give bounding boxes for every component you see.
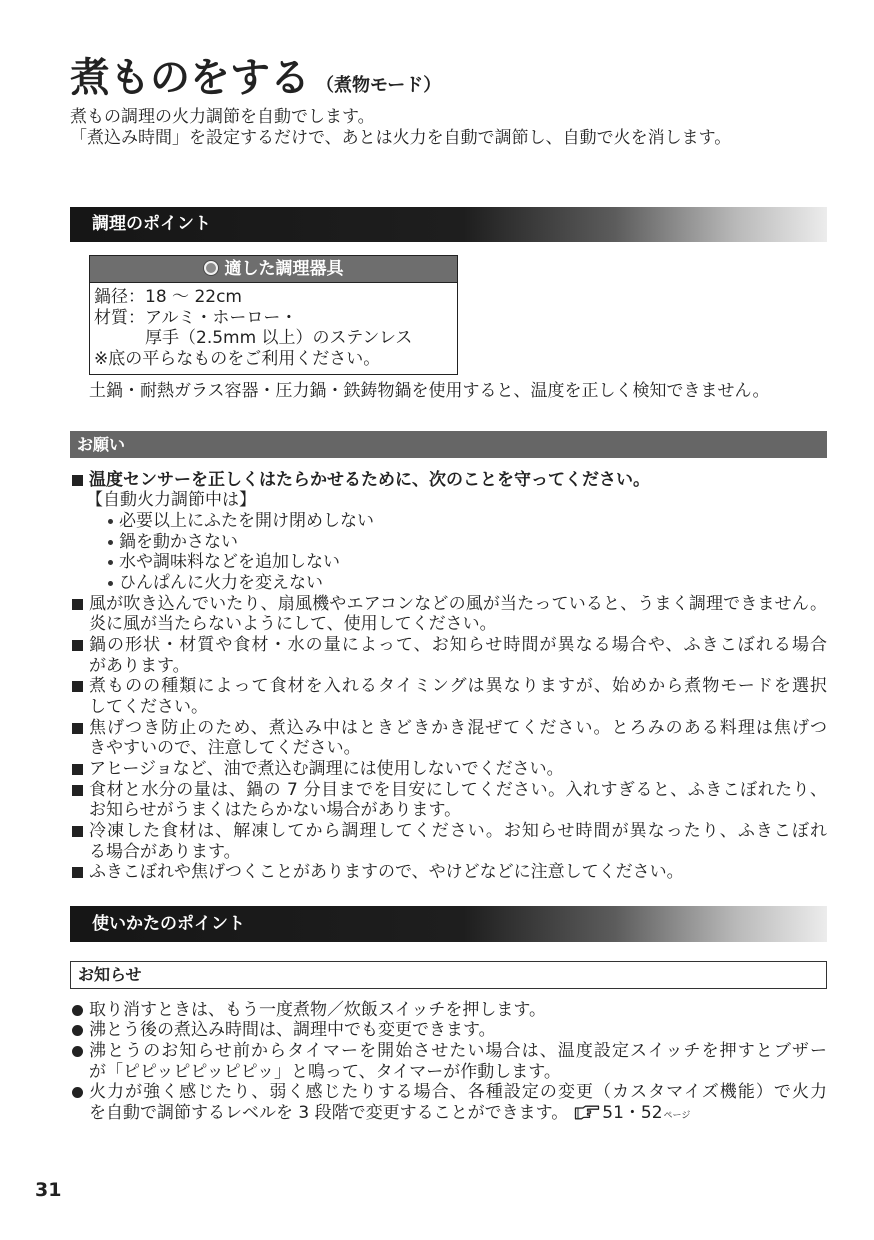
double-circle-icon — [204, 261, 218, 275]
page-title-main: 煮ものをする — [70, 55, 310, 101]
list-item-line: 火力が強く感じたり、弱く感じたりする場合、各種設定の変更（カスタマイズ機能）で火力 — [89, 1082, 827, 1103]
list-item — [70, 1082, 827, 1123]
list-item — [70, 470, 827, 491]
page-title-mode: （煮物モード） — [316, 75, 442, 96]
condition-item — [70, 573, 827, 594]
cookware-line: 厚手（2.5mm 以上）のステンレス — [145, 328, 413, 349]
list-item — [70, 718, 827, 759]
list-item-line: 焦げつき防止のため、煮込み中はときどきかき混ぜてください。とろみのある料理は焦げつ — [89, 717, 827, 738]
list-item-line: 取り消すときは、もう一度煮物／炊飯スイッチを押します。 — [89, 999, 546, 1020]
list-item-line: 冷凍した食材は、解凍してから調理してください。お知らせ時間が異なったり、ふきこぼれ — [89, 820, 827, 841]
list-item-line: があります。 — [89, 655, 190, 676]
list-item-line: 沸とう後の煮込み時間は、調理中でも変更できます。 — [89, 1020, 496, 1041]
list-item — [70, 759, 827, 780]
square-bullet-icon — [72, 867, 83, 878]
list-item-line: 風が吹き込んでいたり、扇風機やエアコンなどの風が当たっていると、うまく調理できません。 — [89, 593, 827, 614]
condition-text: 水や調味料などを追加しない — [119, 552, 340, 573]
sensor-instruction: 温度センサーを正しくはたらかせるために、次のことを守ってください。 — [89, 469, 650, 490]
list-item-line: 鍋の形状・材質や食材・水の量によって、お知らせ時間が異なる場合や、ふきこぼれる場合 — [89, 634, 827, 655]
condition-item — [70, 552, 827, 573]
small-dot-icon — [108, 540, 113, 545]
list-item-line: 煮ものの種類によって食材を入れるタイミングは異なりますが、始めから煮物モードを選択 — [89, 676, 827, 697]
intro-line: 「煮込み時間」を設定するだけで、あとは火力を自動で調節し、自動で火を消します。 — [70, 128, 732, 148]
condition-item — [70, 511, 827, 532]
page-title — [70, 54, 441, 102]
small-dot-icon — [108, 581, 113, 586]
intro-line: 煮もの調理の火力調節を自動でします。 — [70, 107, 375, 127]
list-item-line — [70, 1103, 827, 1124]
list-item-line: る場合があります。 — [89, 841, 241, 862]
list-item-line: お知らせがうまくはたらかない場合があります。 — [89, 800, 462, 821]
cookware-warning: 土鍋・耐熱ガラス容器・圧力鍋・鉄鋳物鍋を使用すると、温度を正しく検知できません。 — [89, 381, 770, 401]
square-bullet-icon — [72, 475, 83, 486]
round-bullet-icon — [72, 1005, 83, 1016]
square-bullet-icon — [72, 723, 83, 734]
section-header-requests: お願い — [70, 431, 827, 458]
list-item-line: が「ピピッピピッピピッ」と鳴って、タイマーが作動します。 — [89, 1061, 561, 1082]
list-item-line: 食材と水分の量は、鍋の 7 分目までを目安にしてください。入れすぎると、ふきこぼれたり、 — [89, 779, 827, 800]
small-dot-icon — [108, 519, 113, 524]
square-bullet-icon — [72, 764, 83, 775]
square-bullet-icon — [72, 681, 83, 692]
list-item — [70, 780, 827, 821]
intro-text — [70, 107, 731, 149]
small-dot-icon — [108, 560, 113, 565]
list-item-line: してください。 — [89, 696, 208, 717]
section-header-cooking-points: 調理のポイント — [70, 207, 827, 242]
cookware-heading: 適した調理器具 — [224, 259, 344, 279]
cookware-box-header — [89, 255, 458, 283]
list-item — [70, 635, 827, 676]
list-item — [70, 1041, 827, 1082]
sensor-subheading: 【自動火力調節中は】 — [86, 490, 256, 511]
cookware-line: 材質：アルミ・ホーロー・ — [94, 307, 298, 328]
cookware-box-body — [89, 283, 458, 375]
list-item — [70, 821, 827, 862]
square-bullet-icon — [72, 826, 83, 837]
list-item — [70, 676, 827, 717]
list-item — [70, 1000, 827, 1021]
list-item — [70, 1020, 827, 1041]
list-item-line: アヒージョなど、油で煮込む調理には使用しないでください。 — [89, 758, 564, 779]
notice-heading: お知らせ — [70, 961, 827, 989]
cookware-line: ※底の平らなものをご利用ください。 — [94, 349, 381, 370]
page-reference-unit: ページ — [663, 1110, 691, 1121]
page-reference: 51・52 — [602, 1102, 663, 1123]
list-item-text: を自動で調節するレベルを 3 段階で変更することができます。 — [89, 1102, 569, 1123]
list-item-line: ふきこぼれや焦げつくことがありますので、やけどなどに注意してください。 — [89, 862, 684, 883]
condition-text: 鍋を動かさない — [119, 531, 238, 552]
condition-item — [70, 532, 827, 553]
round-bullet-icon — [72, 1046, 83, 1057]
square-bullet-icon — [72, 599, 83, 610]
square-bullet-icon — [72, 785, 83, 796]
page-number: 31 — [35, 1179, 62, 1201]
list-item-line: 沸とうのお知らせ前からタイマーを開始させたい場合は、温度設定スイッチを押すとブザー — [89, 1040, 827, 1061]
condition-text: ひんぱんに火力を変えない — [119, 572, 323, 593]
cookware-line: 鍋径：18 ～ 22cm — [94, 287, 242, 307]
list-item-line: 炎に風が当たらないようにして、使用してください。 — [89, 614, 497, 635]
list-item — [70, 594, 827, 635]
list-item — [70, 862, 827, 883]
list-item-line: きやすいので、注意してください。 — [89, 738, 361, 759]
hand-pointing-icon — [574, 1105, 600, 1126]
section-header-usage-points: 使いかたのポイント — [70, 906, 827, 942]
notice-list — [70, 1000, 827, 1124]
square-bullet-icon — [72, 640, 83, 651]
requests-list — [70, 470, 827, 883]
condition-text: 必要以上にふたを開け閉めしない — [119, 510, 374, 531]
